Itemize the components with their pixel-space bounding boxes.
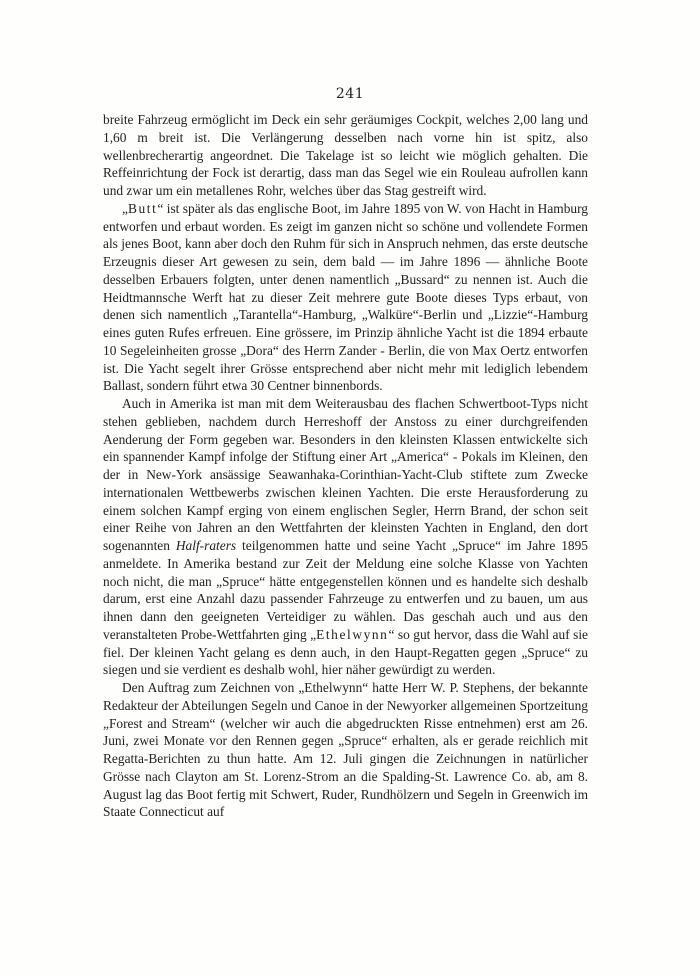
paragraph xyxy=(103,200,588,395)
spaced-name: Butt xyxy=(127,200,158,216)
page-number: 241 xyxy=(335,86,365,102)
italic-term: Half-raters xyxy=(175,538,237,553)
text-run: „ xyxy=(122,200,128,216)
text-body xyxy=(103,111,588,821)
text-run: “ ist später als das englische Boot, im Jahre 1895 von W. von Hacht in Hamburg entworfen und erbaut worden. Es zeigt im ganzen nicht so schöne und vollendete Formen als jenes Boot, kann aber doch den Ruhm für sich in Anspruch nehmen, das erste deutsche Erzeugnis dieser Art gewesen zu sein, dem bald — im Jahre 1896 — ähnliche Boote desselben Erbauers folgten, unter denen namentlich „Bussard“ zu nennen ist. Auch die Heidtmannsche Werft hat zu dieser Zeit mehrere gute Boote dieses Typs erbaut, von denen sich namentlich „Tarantella“-Hamburg, „Walküre“-Berlin und „Lizzie“-Hamburg eines guten Rufes erfreuen. Eine grössere, im Prinzip ähnliche Yacht ist die 1894 erbaute 10 Segeleinheiten grosse „Dora“ des Herrn Zander - Berlin, die von Max Oertz entworfen ist. Die Yacht segelt ihrer Grösse entsprechend aber nicht mehr mit lediglich lebendem Ballast, sondern führt etwa 30 Centner binnenbords. xyxy=(103,200,588,394)
text-run: Auch in Amerika ist man mit dem Weiterausbau des flachen Schwertboot-Typs nicht stehen geblieben, nachdem durch Herreshoff der Anstoss zu einer durchgreifenden Aenderung der Form gegeben war. Besonders in den kleinsten Klassen entwickelte sich ein spannender Kampf infolge der Stiftung einer Art „America“ - Pokals im Kleinen, den der in New-York ansässige Seawanhaka-Corinthian-Yacht-Club stiftete zum Zwecke internationalen Wettbewerbs zwischen kleinen Yachten. Die erste Herausforderung zu einem solchen Kampf erging von einem englischen Segler, Herrn Brand, der schon seit einer Reihe von Jahren an den Wettfahrten der kleinsten Yachten in England, den dort sogenannten xyxy=(103,396,588,553)
spaced-name: Ethelwynn xyxy=(316,626,389,642)
paragraph xyxy=(103,679,588,821)
paragraph xyxy=(103,395,588,679)
text-run: “ so gut hervor, dass die Wahl auf sie fiel. Der kleinen Yacht gelang es denn auch, in den Haupt-Regatten gegen „Spruce“ zu siegen und sie verdient es deshalb wohl, hier näher gewürdigt zu werden. xyxy=(103,626,588,678)
paragraph xyxy=(103,111,588,200)
text-run: Den Auftrag zum Zeichnen von „Ethelwynn“ hatte Herr W. P. Stephens, der bekannte Redakteur der Abteilungen Segeln und Canoe in der Newyorker allgemeinen Sportzeitung „Forest and Stream“ (welcher wir auch die abgedruckten Risse entnehmen) erst am 26. Juni, zwei Monate vor den Rennen gegen „Spruce“ erhalten, als er gerade reichlich mit Regatta-Berichten zu thun hatte. Am 12. Juli gingen die Zeichnungen in natürlicher Grösse nach Clayton am St. Lorenz-Strom an die Spalding-St. Lawrence Co. ab, am 8. August lag das Boot fertig mit Schwert, Ruder, Rundhölzern und Segeln in Greenwich im Staate Connecticut auf xyxy=(103,680,588,820)
text-run: teilgenommen hatte und seine Yacht „Spruce“ im Jahre 1895 anmeldete. In Amerika bestand zur Zeit der Meldung eine solche Klasse von Yachten noch nicht, die man „Spruce“ hätte entgegenstellen können und es handelte sich deshalb darum, erst eine Anzahl dazu passender Fahrzeuge zu entwerfen und zu bauen, um aus ihnen dann den geeigneten Verteidiger zu wählen. Das geschah auch und aus den veranstalteten Probe-Wettfahrten ging „ xyxy=(103,538,589,642)
text-run: breite Fahrzeug ermöglicht im Deck ein sehr geräumiges Cockpit, welches 2,00 lang und 1,60 m breit ist. Die Verlängerung desselben nach vorne hin ist spitz, also wellenbrecherartig angeordnet. Die Takelage ist so leicht wie möglich gehalten. Die Reffeinrichtung der Fock ist derartig, dass man das Segel wie ein Rouleau aufrollen kann und zwar um ein metallenes Rohr, welches über das Stag gestreift wird. xyxy=(103,112,588,198)
